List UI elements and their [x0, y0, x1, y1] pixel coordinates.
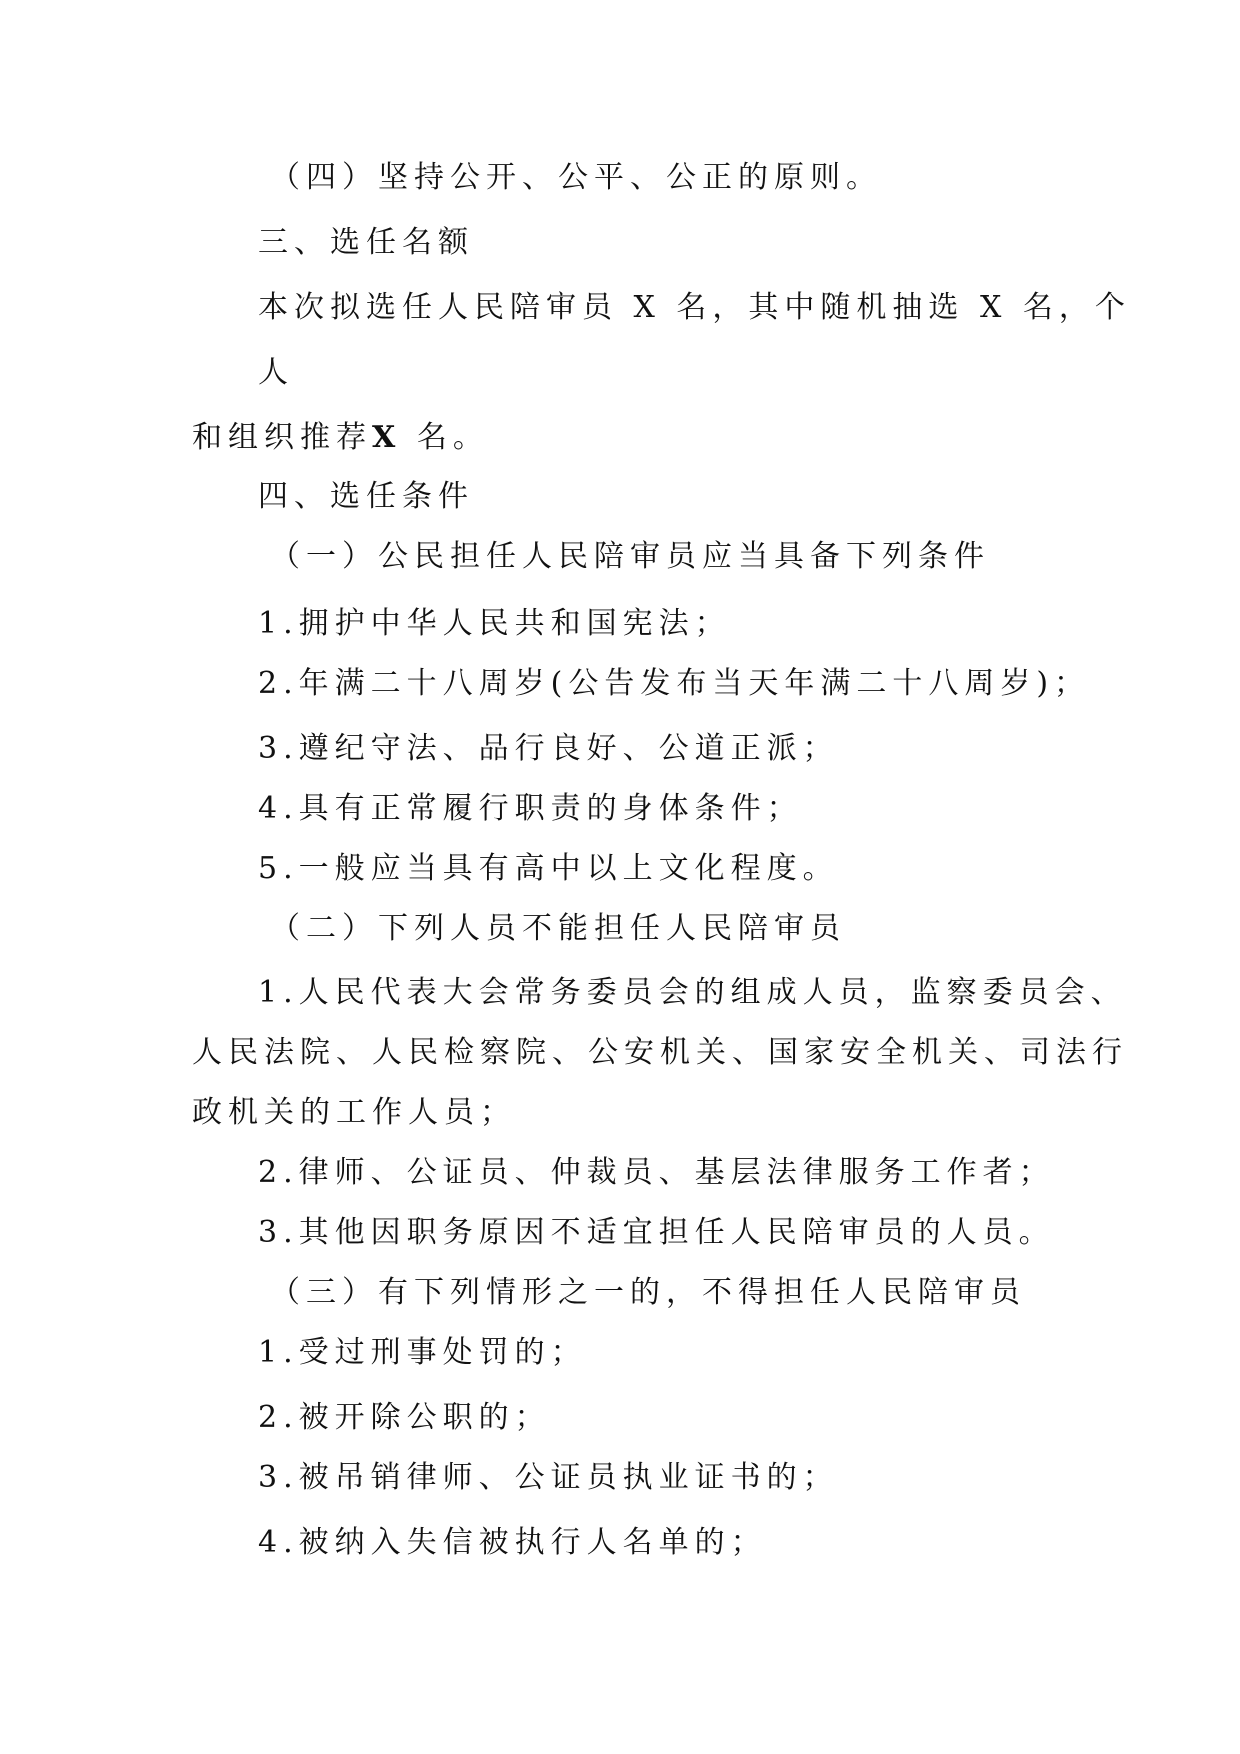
quota-paragraph-line-2: 人 [258, 355, 294, 390]
principle-item-4: （四）坚持公开、公平、公正的原则。 [270, 160, 882, 195]
quota-text-prefix: 和组织推荐 [192, 420, 372, 455]
subsection-heading-disqualifications: （三）有下列情形之一的，不得担任人民陪审员 [270, 1275, 1026, 1310]
ineligible-item-2: 2.律师、公证员、仲裁员、基层法律服务工作者； [258, 1155, 1055, 1190]
subsection-heading-requirements: （一）公民担任人民陪审员应当具备下列条件 [270, 539, 990, 574]
ineligible-item-1-line-3: 政机关的工作人员； [192, 1095, 516, 1130]
requirement-item-1: 1.拥护中华人民共和国宪法； [258, 606, 731, 641]
disqualification-item-4: 4.被纳入失信被执行人名单的； [258, 1525, 767, 1560]
disqualification-item-2: 2.被开除公职的； [258, 1400, 551, 1435]
subsection-heading-ineligible-positions: （二）下列人员不能担任人民陪审员 [270, 911, 846, 946]
section-heading-conditions: 四、选任条件 [258, 479, 474, 514]
ineligible-item-1-line-2: 人民法院、人民检察院、公安机关、国家安全机关、司法行 [192, 1035, 1128, 1070]
quota-count-x: X [372, 420, 402, 455]
disqualification-item-3: 3.被吊销律师、公证员执业证书的； [258, 1460, 839, 1495]
requirement-item-3: 3.遵纪守法、品行良好、公道正派； [258, 731, 839, 766]
ineligible-item-1-line-1: 1.人民代表大会常务委员会的组成人员，监察委员会、 [258, 975, 1127, 1010]
requirement-item-5: 5.一般应当具有高中以上文化程度。 [258, 851, 839, 886]
ineligible-item-3: 3.其他因职务原因不适宜担任人民陪审员的人员。 [258, 1215, 1055, 1250]
disqualification-item-1: 1.受过刑事处罚的； [258, 1335, 587, 1370]
quota-paragraph-line-1: 本次拟选任人民陪审员 X 名，其中随机抽选 X 名，个 [258, 290, 1131, 325]
section-heading-quota: 三、选任名额 [258, 225, 474, 260]
quota-paragraph-line-3 [192, 418, 489, 458]
requirement-item-4: 4.具有正常履行职责的身体条件； [258, 791, 803, 826]
requirement-item-2: 2.年满二十八周岁(公告发布当天年满二十八周岁)； [258, 666, 1091, 701]
quota-text-suffix: 名。 [401, 420, 489, 455]
